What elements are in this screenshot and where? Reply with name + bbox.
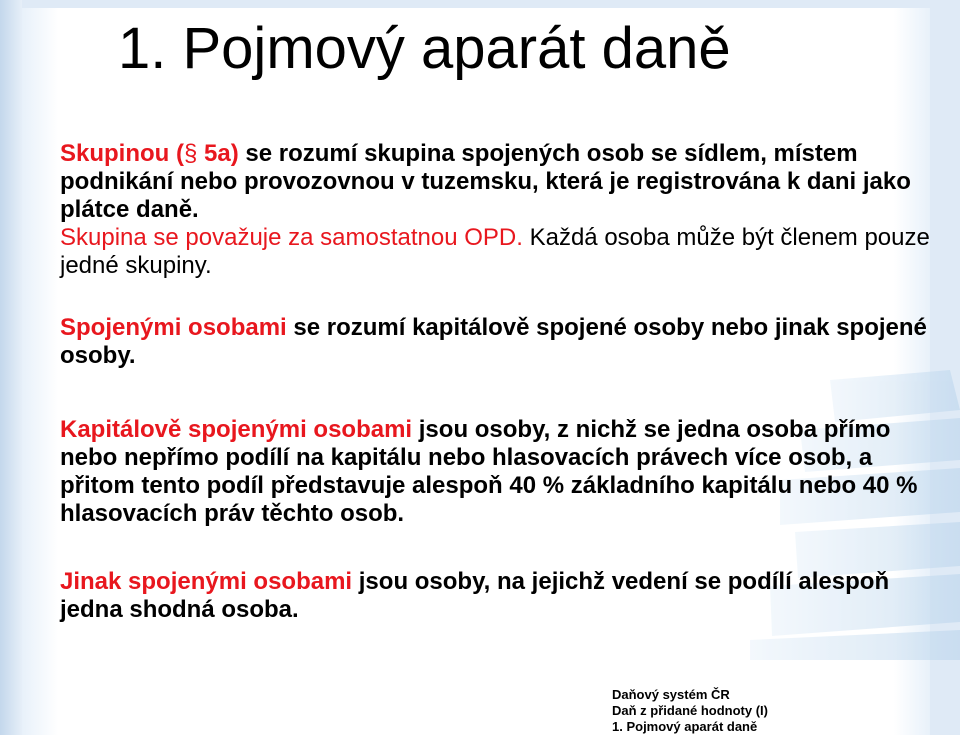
- statement-clenstvi: Každá osoba může být členem pouze jedné skupiny.: [60, 224, 930, 279]
- footer-course: Daňový systém ČR: [612, 687, 730, 702]
- paragraph-jinak-spojene: [60, 568, 940, 624]
- paragraph-spojene-osoby-text: se rozumí kapitálově spojené osoby nebo jinak spojené osoby.: [60, 314, 927, 369]
- section-sign: §: [183, 140, 198, 167]
- paragraph-skupina-text: se rozumí skupina spojených osob se sídlem, místem podnikání nebo provozovnou v tuzemsku, která je registrována k dani jako plátce daně.: [60, 140, 911, 223]
- term-kapitalove-spojene: Kapitálově spojenými osobami: [60, 416, 413, 443]
- paragraph-spojene-osoby: [60, 314, 940, 370]
- term-jinak-spojene: Jinak spojenými osobami: [60, 568, 353, 595]
- slide-content: [60, 140, 940, 624]
- paragraph-jinak-spojene-text: jsou osoby, na jejichž vedení se podílí alespoň jedna shodná osoba.: [60, 568, 890, 623]
- section-ref: 5a): [197, 140, 239, 167]
- slide-footer: [612, 687, 768, 735]
- slide-title: 1. Pojmový aparát daně: [118, 16, 731, 81]
- left-decorative-stripe: [0, 0, 22, 735]
- paragraph-skupina: [60, 140, 940, 224]
- footer-chapter: 1. Pojmový aparát daně: [612, 719, 758, 734]
- statement-samostatna-opd: Skupina se považuje za samostatnou OPD.: [60, 224, 523, 251]
- paragraph-kapitalove-spojene: [60, 416, 940, 528]
- footer-topic: Daň z přidané hodnoty (I): [612, 703, 768, 718]
- term-spojene-osoby: Spojenými osobami: [60, 314, 287, 341]
- paragraph-samostatna-opd: [60, 224, 940, 280]
- term-skupinou: Skupinou (: [60, 140, 184, 167]
- paragraph-kapitalove-spojene-text: jsou osoby, z nichž se jedna osoba přímo nebo nepřímo podílí na kapitálu nebo hlasovacích právech více osob, a přitom tento podíl představuje alespoň 40 % základního kapitálu nebo 40 % hlasovacích práv těchto osob.: [60, 416, 918, 527]
